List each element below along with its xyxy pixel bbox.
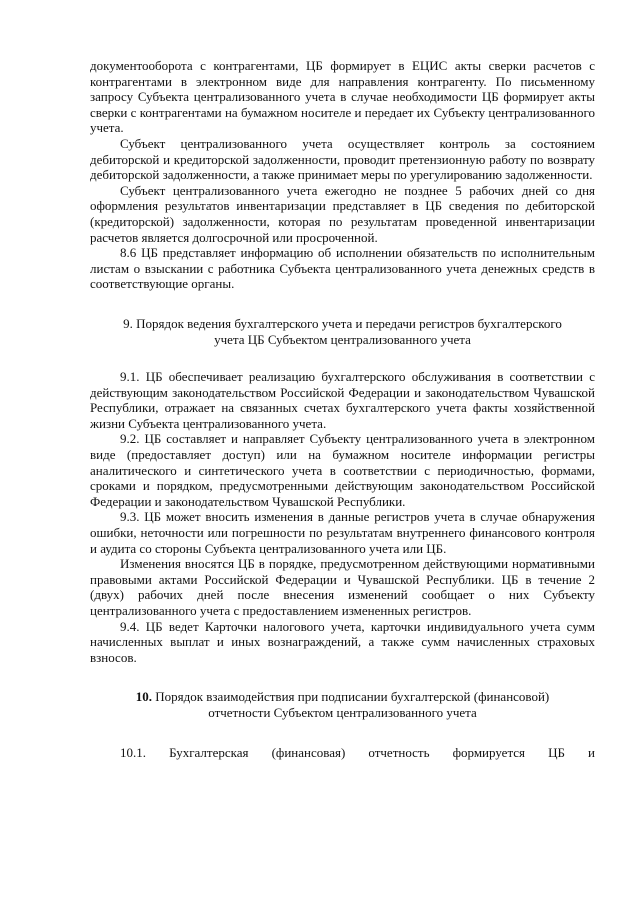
section-9-heading-line2: учета ЦБ Субъектом централизованного учета [214, 331, 471, 347]
paragraph-inventory-debt: Субъект централизованного учета ежегодно не позднее 5 рабочих дней со дня оформления результатов инвентаризации представляет в ЦБ сведения по дебиторской (кредиторской) задолженности, которая по результатам проведенной инвентаризации расчетов является долгосрочной или просроченной. [90, 182, 595, 245]
paragraph-9-3-changes: Изменения вносятся ЦБ в порядке, предусмотренном действующими нормативными правовыми актами Российской Федерации и Чувашской Республики. ЦБ в течение 2 (двух) рабочих дней после внесения изменений сообщает о них Субъекту централизованного учета с предоставлением измененных регистров. [90, 556, 595, 618]
paragraph-9-1: 9.1. ЦБ обеспечивает реализацию бухгалтерского обслуживания в соответствии с действующим законодательством Российской Федерации и законодательством Чувашской Республики, отражает на связанных счетах бухгалтерского учета факты хозяйственной жизни Субъекта централизованного учета. [90, 369, 595, 431]
paragraph-9-2: 9.2. ЦБ составляет и направляет Субъекту централизованного учета в электронном виде (предоставляет доступ) или на бумажном носителе информации регистры аналитического и синтетического учета в соответствии с периодичностью, формами, сроками и порядком, предусмотренными действующим законодательством Российской Федерации и законодательством Чувашской Республики. [90, 431, 595, 509]
section-10-number: 10. [135, 689, 152, 705]
paragraph-9-3: 9.3. ЦБ может вносить изменения в данные регистров учета в случае обнаружения ошибки, неточности или погрешности по результатам внутреннего финансового контроля и аудита со стороны Субъекта централизованного учета или ЦБ. [90, 509, 595, 556]
section-10-heading-line1-text: Порядок взаимодействия при подписании бухгалтерской (финансовой) [151, 689, 550, 705]
section-9-heading-line1: 9. Порядок ведения бухгалтерского учета и передачи регистров бухгалтерского [123, 315, 562, 331]
paragraph-8-6: 8.6 ЦБ представляет информацию об исполнении обязательств по исполнительным листам о взыскании с работника Субъекта централизованного учета денежных средств в соответствующие органы. [90, 245, 595, 292]
document-body [90, 58, 595, 760]
paragraph-reconciliation: документооборота с контрагентами, ЦБ формирует в ЕЦИС акты сверки расчетов с контрагентами в электронном виде для направления контрагенту. По письменному запросу Субъекта централизованного учета в случае необходимости ЦБ формирует акты сверки с контрагентами на бумажном носителе и передает их Субъекту централизованного учета. [90, 58, 595, 136]
section-10-heading [90, 689, 595, 720]
section-10-heading-line1 [90, 689, 595, 705]
section-10-heading-line2: отчетности Субъектом централизованного учета [208, 704, 477, 720]
section-9-heading [90, 316, 595, 347]
paragraph-9-4: 9.4. ЦБ ведет Карточки налогового учета, карточки индивидуального учета сумм начисленных выплат и иных вознаграждений, а также сумм начисленных страховых взносов. [90, 618, 595, 665]
paragraph-debt-control: Субъект централизованного учета осуществляет контроль за состоянием дебиторской и кредиторской задолженности, проводит претензионную работу по возврату дебиторской задолженности, а также принимает меры по урегулированию задолженности. [90, 135, 595, 183]
paragraph-10-1: 10.1. Бухгалтерская (финансовая) отчетность формируется ЦБ и [120, 744, 595, 760]
